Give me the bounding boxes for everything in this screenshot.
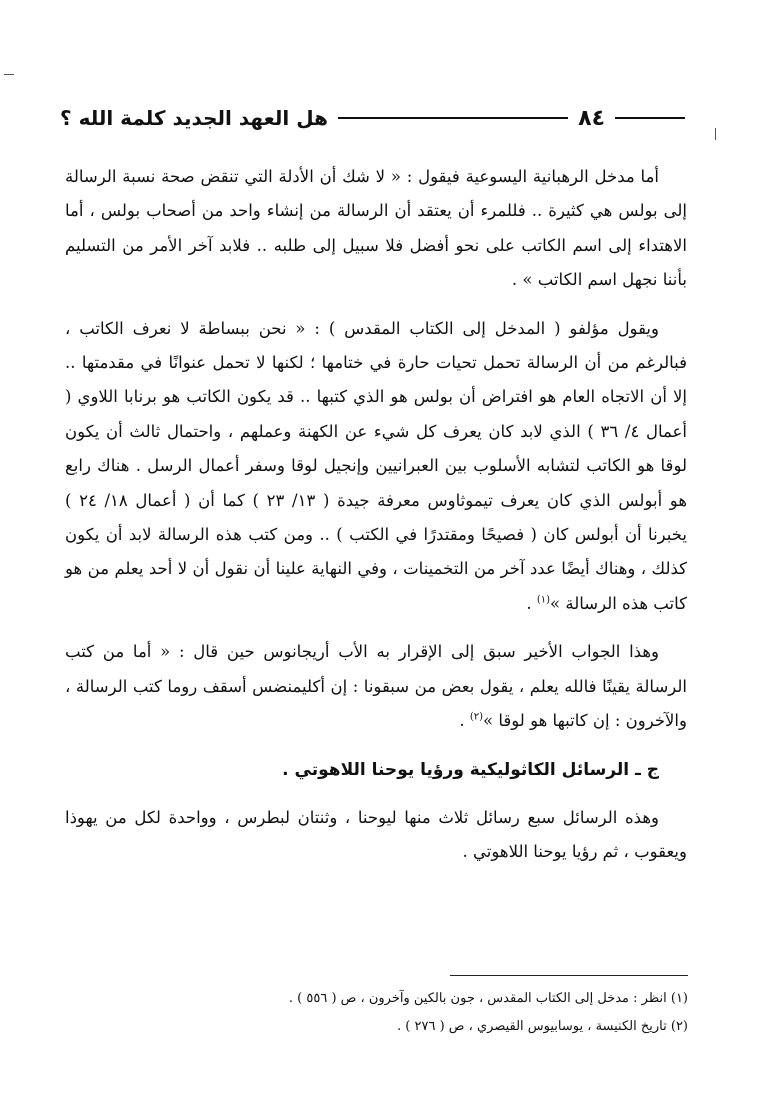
paragraph-text: أما مدخل الرهبانية اليسوعية فيقول : « لا شك أن الأدلة التي تنقض صحة نسبة الرسالة إلى بولس هي كثيرة .. فللمرء أن يعتقد أن الرسالة من إنشاء واحد من أصحاب بولس ، أما الاهتداء إلى اسم الكاتب على نحو أفضل فلا سبيل إلى طلبه .. فلابد آخر الأمر من التسليم بأننا نجهل اسم الكاتب » . [65,167,687,290]
paragraph [65,635,687,738]
paragraph [65,312,687,622]
paragraph-tail: . [459,711,470,731]
paragraph-text: وهذا الجواب الأخير سبق إلى الإقرار به الأب أريجانوس حين قال : « أما من كتب الرسالة يقينًا فالله يعلم ، يقول بعض من سبقونا : إن أكليمنضس أسقف روما كتب الرسالة ، والآخرون : إن كاتبها هو لوقا » [65,642,687,731]
header-rule [338,117,568,119]
scan-mark [715,128,716,140]
footnote-reference[interactable]: (١) [536,594,551,606]
scan-mark [4,74,14,75]
paragraph-text: ويقول مؤلفو ( المدخل إلى الكتاب المقدس ) : « نحن ببساطة لا نعرف الكاتب ، فبالرغم من أن الرسالة تحمل تحيات حارة في ختامها ؛ لكنها لا تحمل عنوانًا في مقدمتها .. إلا أن الاتجاه العام هو افتراض أن بولس هو الذي كتبها .. قد يكون الكاتب هو برنابا اللاوي ( أعمال ٤/ ٣٦ ) الذي لابد كان يعرف كل شيء عن الكهنة وعملهم ، واحتمال ثالث أن يكون لوقا هو الكاتب لتشابه الأسلوب بين العبرانيين وإنجيل لوقا وسفر أعمال الرسل . هناك رابع هو أبولس الذي كان يعرف تيموثاوس معرفة جيدة ( ١٣/ ٢٣ ) كما أن ( أعمال ١٨/ ٢٤ ) يخبرنا أن أبولس كان ( فصيحًا ومقتدرًا في الكتب ) .. ومن كتب هذه الرسالة لابد أن يكون كذلك ، وهناك أيضًا عدد آخر من التخمينات ، وفي النهاية علينا أن نقول أن لا أحد يعلم من هو كاتب هذه الرسالة » [65,318,688,613]
running-header [60,100,685,136]
paragraph-text: وهذه الرسائل سبع رسائل ثلاث منها ليوحنا ، وثنتان لبطرس ، وواحدة لكل من يهوذا ويعقوب ، ثم رؤيا يوحنا اللاهوتي . [65,807,687,862]
footnote: (١) انظر : مدخل إلى الكتاب المقدس ، جون بالكين وآخرون ، ص ( ٥٥٦ ) . [288,991,688,1006]
footnote-reference[interactable]: (٢) [469,711,484,723]
paragraph [65,801,687,870]
running-title: هل العهد الجديد كلمة الله ؟ [60,106,328,130]
page-number: ٨٤ [578,105,605,131]
paragraph-tail: . [526,593,537,613]
page-body [65,160,687,870]
footnote-separator [450,975,688,976]
footnotes [200,985,688,1041]
section-heading: ج ـ الرسائل الكاثوليكية ورؤيا يوحنا اللاهوتي . [282,759,659,780]
footnote: (٢) تاريخ الكنيسة ، يوسابيوس القيصري ، ص ( ٢٧٦ ) . [397,1019,688,1034]
header-rule [615,117,685,119]
paragraph [65,160,687,298]
